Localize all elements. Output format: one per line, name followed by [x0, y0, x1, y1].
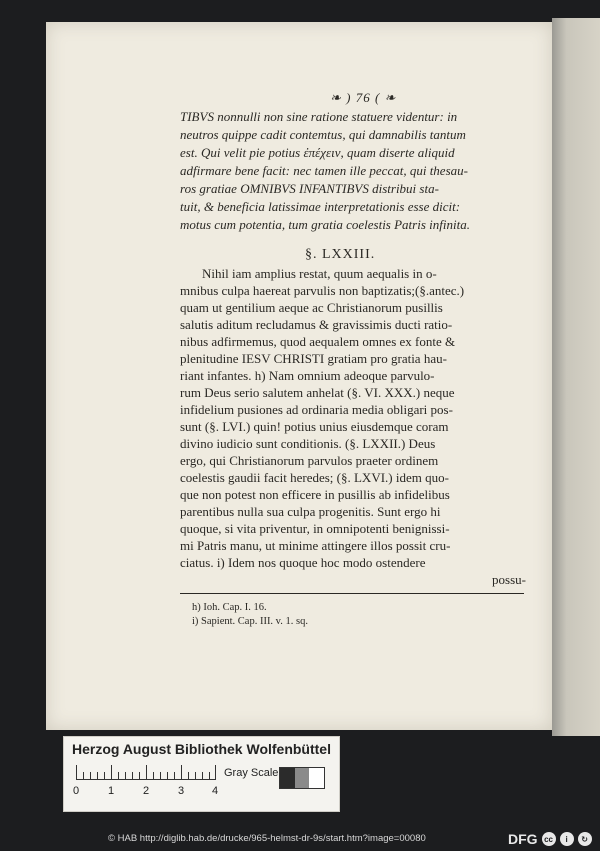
section-heading: §. LXXIII.: [305, 247, 376, 262]
text-line: adfirmare bene facit: nec tamen ille peccat, qui thesau-: [180, 163, 468, 178]
cc-icon[interactable]: cc: [542, 832, 556, 846]
text-line: quam ut gentilium aeque ac Christianorum pusillis: [180, 300, 443, 315]
grayscale-swatches: [279, 767, 325, 789]
text-line: rum Deus serio salutem anhelat (§. VI. XXX.) neque: [180, 385, 455, 400]
ruler-number: 2: [143, 785, 150, 797]
footer-bar: [0, 828, 600, 851]
ruler-number: 3: [178, 785, 185, 797]
catchword: possu-: [492, 572, 526, 587]
grayscale-swatch: [309, 768, 324, 788]
sa-icon[interactable]: ↻: [578, 832, 592, 846]
text-line: que non potest non efficere in pusillis ab infidelibus: [180, 487, 450, 502]
text-line: est. Qui velit pie potius ἐπέχειν, quam diserte aliquid: [180, 145, 455, 160]
footnote-h: h) Ioh. Cap. I. 16.: [192, 602, 267, 613]
library-title: Herzog August Bibliothek Wolfenbüttel: [72, 741, 331, 757]
adjacent-page-edge: [552, 18, 600, 736]
grayscale-swatch: [295, 768, 310, 788]
text-line: sunt (§. LVI.) quin! potius unius eiusdemque coram: [180, 419, 449, 434]
text-line: Nihil iam amplius restat, quum aequalis in o-: [202, 266, 437, 281]
text-line: ciatus. i) Idem nos quoque hoc modo ostendere: [180, 555, 426, 570]
text-line: quoque, si vita priventur, in omnipotenti benignissi-: [180, 521, 450, 536]
text-line: riant infantes. h) Nam omnium adeoque parvulo-: [180, 368, 435, 383]
text-line: salutis aditum recludamus & gravissimis ducti ratio-: [180, 317, 453, 332]
ruler-number: 0: [73, 785, 80, 797]
library-color-card: [63, 736, 340, 812]
ruler-number: 4: [212, 785, 219, 797]
footnote-i: i) Sapient. Cap. III. v. 1. sq.: [192, 616, 308, 627]
text-line: divino iudicio sunt conditionis. (§. LXXII.) Deus: [180, 436, 436, 451]
text-line: ergo, qui Christianorum parvulos praeter ordinem: [180, 453, 439, 468]
ruler-number: 1: [108, 785, 115, 797]
grayscale-label: Gray Scale: [224, 767, 279, 779]
copyright-link[interactable]: © HAB http://diglib.hab.de/drucke/965-helmst-dr-9s/start.htm?image=00080: [108, 833, 426, 844]
text-line: TIBVS nonnulli non sine ratione statuere videntur: in: [180, 109, 458, 124]
dfg-logo: DFG: [508, 831, 538, 847]
text-line: tuit, & beneficia latissimae interpretationis esse dicit:: [180, 199, 461, 214]
text-line: mi Patris manu, ut minime attingere illos possit cru-: [180, 538, 451, 553]
page-number: ❧ ) 76 ( ❧: [330, 90, 397, 105]
text-line: parentibus nulla sua culpa progenitis. Sunt ergo hi: [180, 504, 441, 519]
grayscale-swatch: [280, 768, 295, 788]
footer-logos: [508, 831, 592, 847]
by-icon[interactable]: i: [560, 832, 574, 846]
text-line: infidelium pusiones ad ordinaria media obligari pos-: [180, 402, 453, 417]
text-line: mnibus culpa haereat parvulis non baptizatis;(§.antec.): [180, 283, 465, 298]
ruler-scale: [76, 765, 216, 780]
footnote-rule: [180, 593, 524, 594]
text-line: motus cum potentia, tum gratia coelestis Patris infinita.: [180, 217, 470, 232]
text-line: coelestis gaudii facit heredes; (§. LXVI.) idem quo-: [180, 470, 449, 485]
text-line: nibus adfirmemus, quod aequalem omnes ex fonte &: [180, 334, 456, 349]
text-line: ros gratiae OMNIBVS INFANTIBVS distribui sta-: [180, 181, 439, 196]
text-line: plenitudine IESV CHRISTI gratiam pro gratia hau-: [180, 351, 447, 366]
text-line: neutros quippe cadit contemtus, qui damnabilis tantum: [180, 127, 466, 142]
